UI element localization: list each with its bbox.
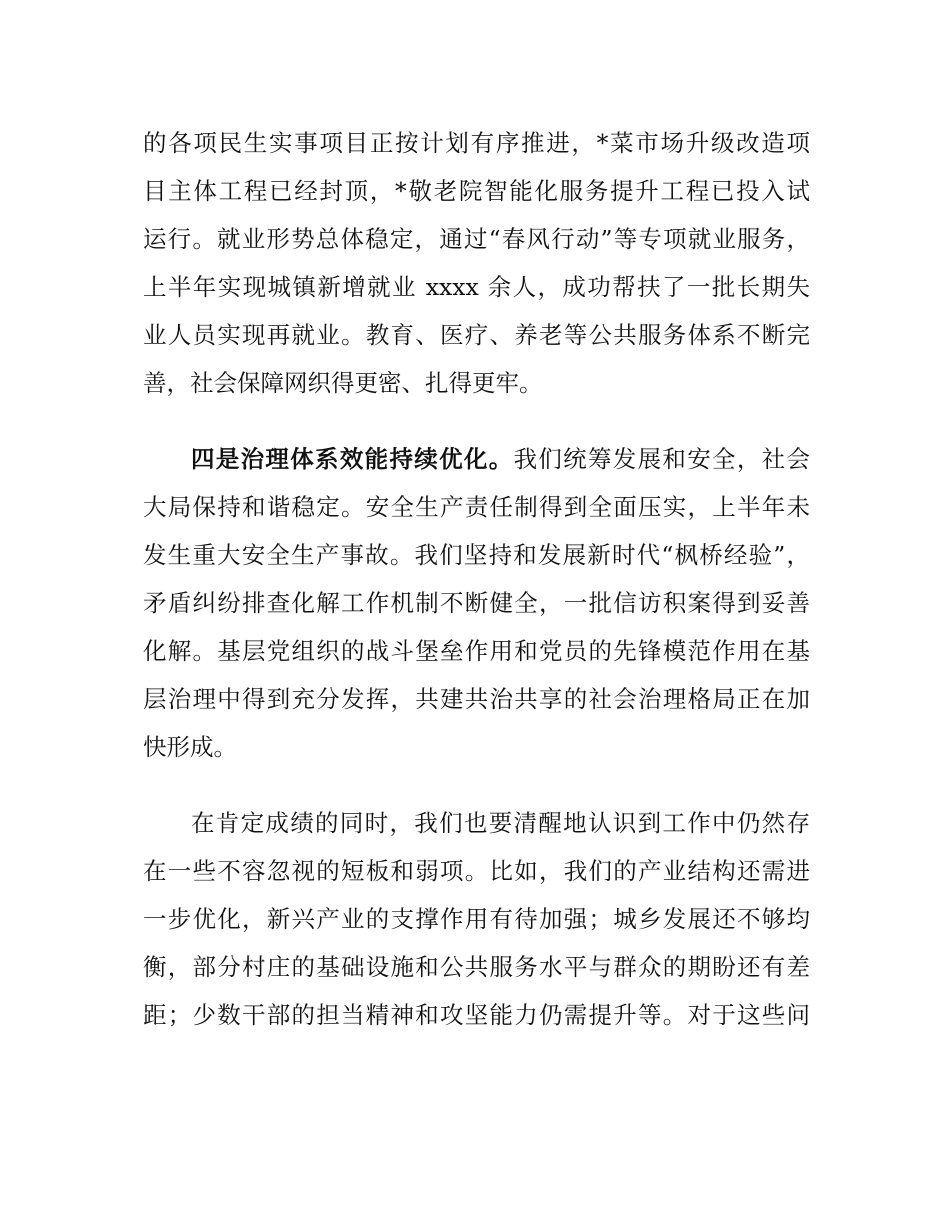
text-line: 一步优化，新兴产业的支撑作用有待加强；城乡发展还不够均 [143,905,810,933]
text-line: 衡，部分村庄的基础设施和公共服务水平与群众的期盼还有差 [143,953,810,981]
text-span: 我们统筹发展和安全，社会 [513,445,810,473]
text-line: 大局保持和谐稳定。安全生产责任制得到全面压实，上半年未 [143,493,810,521]
text-line [143,435,810,483]
text-line: 矛盾纠纷排查化解工作机制不断健全，一批信访积案得到妥善 [143,589,810,617]
text-line: 快形成。 [143,733,237,761]
text-line: 目主体工程已经封顶，*敬老院智能化服务提升工程已投入试 [143,177,810,205]
paragraph-shortcomings [143,799,810,1039]
text-line: 业人员实现再就业。教育、医疗、养老等公共服务体系不断完 [143,321,810,349]
text-line: 善，社会保障网织得更密、扎得更牢。 [143,369,543,397]
text-line: 运行。就业形势总体稳定，通过“春风行动”等专项就业服务， [143,225,810,253]
paragraph-governance [143,435,810,771]
text-line: 距；少数干部的担当精神和攻坚能力仍需提升等。对于这些问 [143,1001,810,1029]
text-line: 化解。基层党组织的战斗堡垒作用和党员的先锋模范作用在基 [143,637,810,665]
text-line: 上半年实现城镇新增就业 xxxx 余人，成功帮扶了一批长期失 [143,273,810,301]
text-line: 在一些不容忽视的短板和弱项。比如，我们的产业结构还需进 [143,857,810,885]
text-line: 在肯定成绩的同时，我们也要清醒地认识到工作中仍然存 [191,809,810,837]
text-line: 发生重大安全生产事故。我们坚持和发展新时代“枫桥经验”， [143,541,810,569]
text-line: 的各项民生实事项目正按计划有序推进，*菜市场升级改造项 [143,129,810,157]
paragraph-livelihood [143,119,810,407]
text-line: 层治理中得到充分发挥，共建共治共享的社会治理格局正在加 [143,685,810,713]
section-heading: 四是治理体系效能持续优化。 [191,445,514,473]
